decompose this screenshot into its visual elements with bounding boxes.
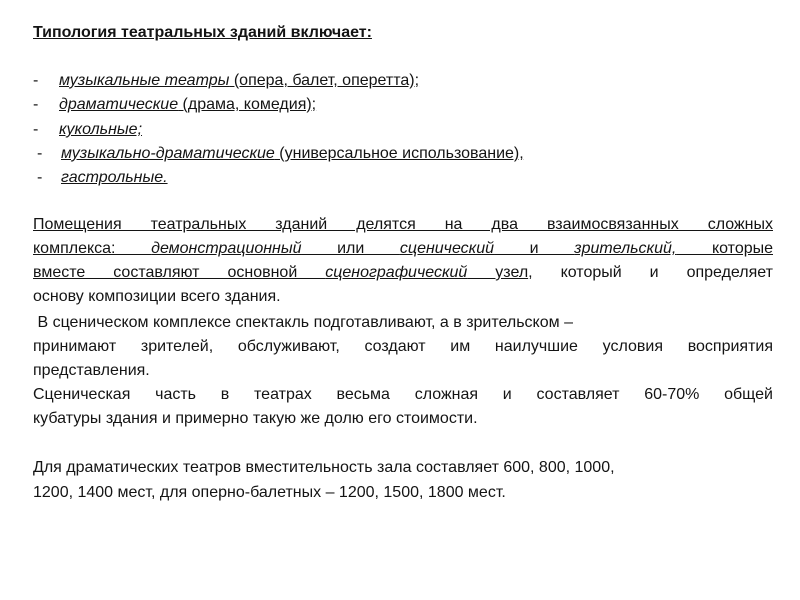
text-line: 1200, 1400 мест, для оперно-балетных – 1200, 1500, 1800 мест. bbox=[33, 484, 506, 501]
text-line: принимают зрителей, обслуживают, создают им наилучшие условия восприятия bbox=[33, 338, 773, 355]
type-detail: (универсальное использование), bbox=[274, 145, 524, 162]
text-line: вместе составляют основной сценографический узел, который и определяет bbox=[33, 264, 773, 281]
text-line: В сценическом комплексе спектакль подготавливают, а в зрительском – bbox=[33, 314, 573, 331]
list-item bbox=[33, 94, 316, 116]
list-dash: - bbox=[33, 96, 39, 113]
text-line: кубатуры здания и примерно такую же долю его стоимости. bbox=[33, 410, 478, 427]
heading: Типология театральных зданий включает: bbox=[33, 24, 372, 41]
type-name: драматические bbox=[59, 96, 179, 113]
text-line: представления. bbox=[33, 362, 150, 379]
term-audience: зрительский, bbox=[574, 240, 677, 257]
list-item bbox=[33, 167, 168, 189]
list-dash: - bbox=[37, 169, 43, 186]
list-item bbox=[33, 70, 419, 92]
type-detail: (драма, комедия); bbox=[178, 96, 317, 113]
type-name: музыкально-драматические bbox=[61, 145, 275, 162]
list-dash: - bbox=[37, 145, 43, 162]
term-scenographic: сценографический bbox=[325, 264, 468, 281]
type-detail: (опера, балет, оперетта); bbox=[229, 72, 420, 89]
text-line: комплекса: демонстрационный или сценический и зрительский, которые bbox=[33, 240, 773, 257]
list-item bbox=[33, 119, 142, 141]
term-stage: сценический bbox=[399, 240, 495, 257]
term-demonstration: демонстрационный bbox=[151, 240, 302, 257]
text-line: Сценическая часть в театрах весьма сложная и составляет 60-70% общей bbox=[33, 386, 773, 403]
text-line: основу композиции всего здания. bbox=[33, 288, 281, 305]
text-line: Помещения театральных зданий делятся на два взаимосвязанных сложных bbox=[33, 216, 773, 233]
type-name: гастрольные. bbox=[61, 169, 168, 186]
type-name: музыкальные театры bbox=[59, 72, 230, 89]
list-item bbox=[33, 143, 524, 165]
list-dash: - bbox=[33, 121, 39, 138]
text-line: Для драматических театров вместительность зала составляет 600, 800, 1000, bbox=[33, 459, 615, 476]
list-dash: - bbox=[33, 72, 39, 89]
type-name: кукольные; bbox=[59, 121, 143, 138]
